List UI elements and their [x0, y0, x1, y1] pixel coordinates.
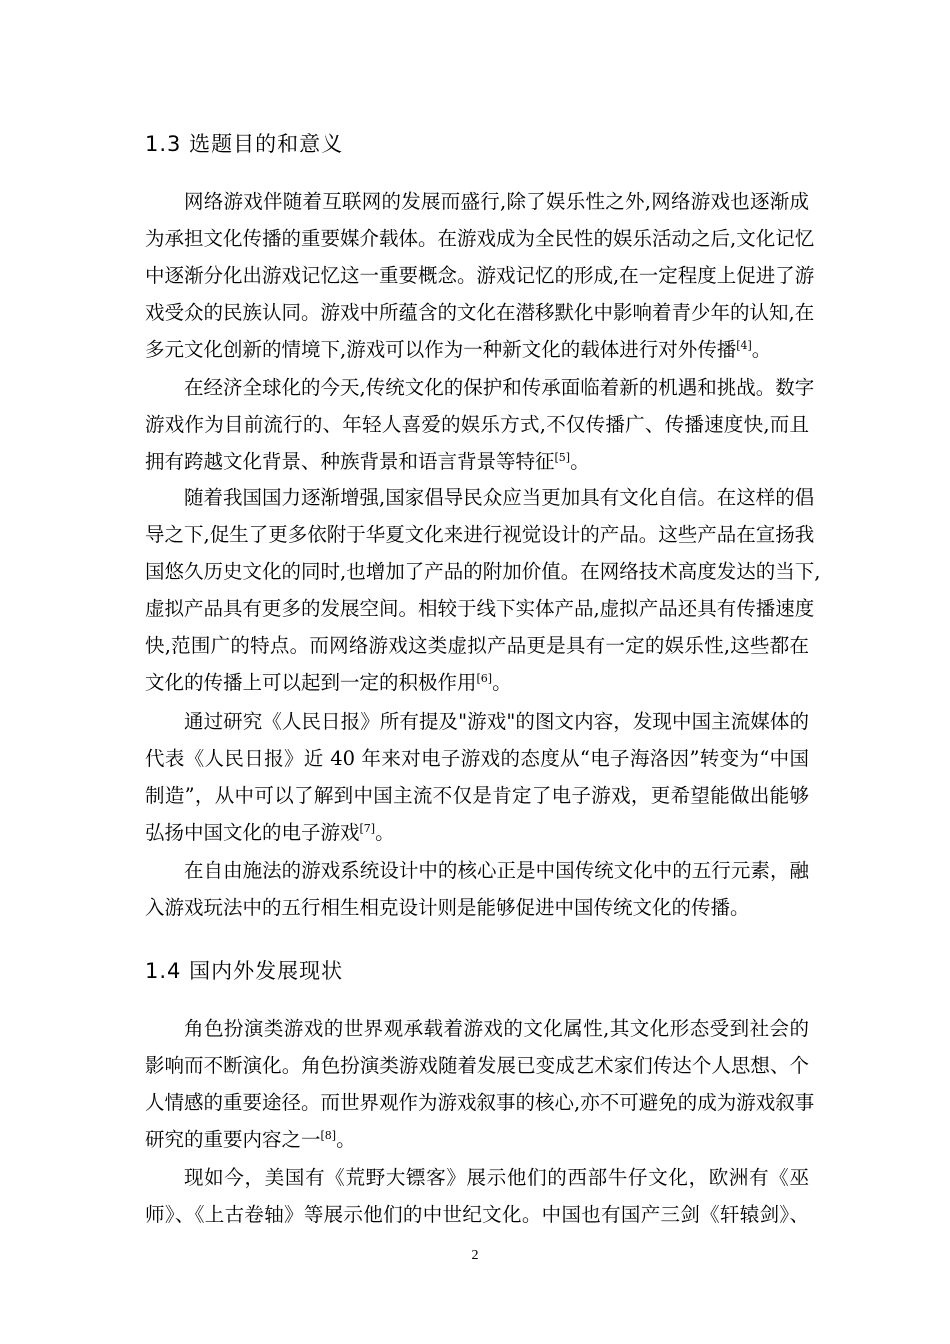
line-text: 戏受众的民族认同。游戏中所蕴含的文化在潜移默化中影响着青少年的认知,在 — [145, 301, 815, 324]
section-heading: 1.3 选题目的和意义 — [145, 132, 344, 156]
line-text: 角色扮演类游戏的世界观承载着游戏的文化属性,其文化形态受到社会的 — [184, 1017, 809, 1040]
line-text: 在经济全球化的今天,传统文化的保护和传承面临着新的机遇和挑战。数字 — [184, 376, 815, 399]
paragraph-line — [145, 301, 815, 325]
paragraph-line — [145, 634, 809, 658]
paragraph-line — [145, 523, 815, 547]
paragraph-line — [184, 486, 815, 510]
line-text: 国悠久历史文化的同时,也增加了产品的附加价值。在网络技术高度发达的当下, — [145, 560, 821, 583]
paragraph-line — [184, 190, 809, 214]
line-text: 入游戏玩法中的五行相生相克设计则是能够促进中国传统文化的传播。 — [145, 896, 750, 919]
paragraph-line — [145, 747, 809, 771]
paragraph-line — [145, 450, 809, 474]
paragraph-line — [145, 264, 815, 288]
paragraph-line — [145, 821, 809, 845]
section-heading: 1.4 国内外发展现状 — [145, 959, 344, 983]
paragraph-line — [145, 413, 809, 437]
line-text: 拥有跨越文化背景、种族背景和语言背景等特征 — [145, 450, 555, 473]
paragraph-line — [145, 671, 809, 695]
line-text: 现如今，美国有《荒野大镖客》展示他们的西部牛仔文化，欧洲有《巫 — [184, 1166, 809, 1189]
line-text: 为承担文化传播的重要媒介载体。在游戏成为全民性的娱乐活动之后,文化记忆 — [145, 227, 815, 250]
line-text: 网络游戏伴随着互联网的发展而盛行,除了娱乐性之外,网络游戏也逐渐成 — [184, 190, 809, 213]
paragraph-line — [145, 1054, 809, 1078]
citation-ref[interactable]: [4] — [736, 339, 752, 352]
paragraph-line — [145, 597, 815, 621]
paragraph-line — [145, 1128, 809, 1152]
line-text: 虚拟产品具有更多的发展空间。相较于线下实体产品,虚拟产品还具有传播速度 — [145, 597, 815, 620]
line-text: 通过研究《人民日报》所有提及"游戏"的图文内容，发现中国主流媒体的 — [184, 710, 809, 733]
paragraph-line — [184, 859, 809, 883]
line-text: 人情感的重要途径。而世界观作为游戏叙事的核心,亦不可避免的成为游戏叙事 — [145, 1091, 815, 1114]
line-text: 文化的传播上可以起到一定的积极作用 — [145, 671, 477, 694]
line-text: 导之下,促生了更多依附于华夏文化来进行视觉设计的产品。这些产品在宣扬我 — [145, 523, 815, 546]
line-text: 研究的重要内容之一 — [145, 1128, 321, 1151]
paragraph-line — [184, 1166, 809, 1190]
line-end-punct: 。 — [336, 1128, 356, 1151]
paragraph-line — [184, 1017, 809, 1041]
line-text: 随着我国国力逐渐增强,国家倡导民众应当更加具有文化自信。在这样的倡 — [184, 486, 815, 509]
line-text: 快,范围广的特点。而网络游戏这类虚拟产品更是具有一定的娱乐性,这些都在 — [145, 634, 809, 657]
line-text: 游戏作为目前流行的、年轻人喜爱的娱乐方式,不仅传播广、传播速度快,而且 — [145, 413, 809, 436]
line-text: 代表《人民日报》近 40 年来对电子游戏的态度从“电子海洛因”转变为“中国 — [145, 747, 809, 770]
line-text: 多元文化创新的情境下,游戏可以作为一种新文化的载体进行对外传播 — [145, 338, 737, 361]
line-end-punct: 。 — [751, 338, 772, 361]
citation-ref[interactable]: [5] — [554, 451, 571, 464]
line-text: 弘扬中国文化的电子游戏 — [145, 821, 360, 844]
line-end-punct: 。 — [570, 450, 590, 473]
citation-ref[interactable]: [7] — [359, 822, 376, 835]
line-text: 中逐渐分化出游戏记忆这一重要概念。游戏记忆的形成,在一定程度上促进了游 — [145, 264, 815, 287]
line-text: 制造”，从中可以了解到中国主流不仅是肯定了电子游戏，更希望能做出能够 — [145, 784, 809, 807]
citation-ref[interactable]: [6] — [476, 672, 493, 685]
citation-ref[interactable]: [8] — [320, 1129, 337, 1142]
page-number: 2 — [471, 1248, 479, 1263]
paragraph-line — [145, 1091, 815, 1115]
line-text: 在自由施法的游戏系统设计中的核心正是中国传统文化中的五行元素，融 — [184, 859, 809, 882]
paragraph-line — [145, 227, 815, 251]
paragraph-line — [145, 896, 809, 920]
line-end-punct: 。 — [375, 821, 395, 844]
line-text: 影响而不断演化。角色扮演类游戏随着发展已变成艺术家们传达个人思想、个 — [145, 1054, 809, 1077]
paragraph-line — [145, 560, 821, 584]
paragraph-line — [184, 710, 809, 734]
paragraph-line — [145, 1203, 809, 1227]
line-end-punct: 。 — [492, 671, 512, 694]
paragraph-line — [184, 376, 815, 400]
paragraph-line — [145, 784, 809, 808]
paragraph-line — [145, 338, 809, 362]
line-text: 师》、《上古卷轴》等展示他们的中世纪文化。中国也有国产三剑《轩辕剑》、 — [145, 1203, 809, 1226]
